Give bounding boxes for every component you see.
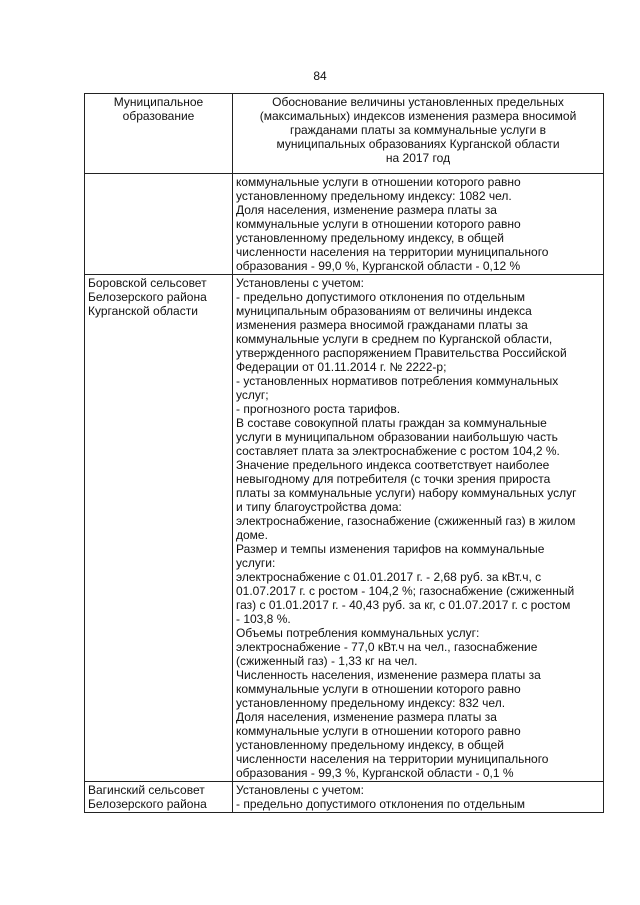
justification-line: установленному предельному индексу: 832 чел. [236, 696, 506, 710]
header-line: гражданами платы за коммунальные услуги в [289, 123, 547, 137]
justification-line: Установлены с учетом: [236, 276, 364, 290]
justification-line: Объемы потребления коммунальных услуг: [236, 626, 480, 640]
justification-line: утвержденного распоряжением Правительства Российской [236, 346, 567, 360]
justification-line: - предельно допустимого отклонения по отдельным [236, 797, 525, 811]
justification-line: Установлены с учетом: [236, 783, 364, 797]
justification-line: - установленных нормативов потребления коммунальных [236, 374, 559, 388]
justification-line: Доля населения, изменение размера платы за [236, 710, 497, 724]
justification-line: коммунальные услуги в отношении которого равно [236, 682, 521, 696]
justification-line: установленному предельному индексу, в общей [236, 231, 504, 245]
justification-line: (сжиженный газ) - 1,33 кг на чел. [236, 654, 418, 668]
justification-line: электроснабжение с 01.01.2017 г. - 2,68 руб. за кВт.ч, с [236, 570, 542, 584]
header-line: Обоснование величины установленных предельных [272, 95, 564, 109]
table-row [85, 275, 604, 782]
justification-line: В составе совокупной платы граждан за коммунальные [236, 416, 547, 430]
justification-line: платы за коммунальные услуги) набору коммунальных услуг [236, 486, 577, 500]
justification-line: численности населения на территории муниципального [236, 245, 549, 259]
header-line: (максимальных) индексов изменения размера вносимой [259, 109, 577, 123]
header-justification [233, 94, 604, 174]
municipality-cell [85, 174, 233, 275]
justification-line: доме. [236, 528, 268, 542]
justification-line: газ) с 01.01.2017 г. - 40,43 руб. за кг, с 01.07.2017 г. с ростом [236, 598, 571, 612]
municipality-cell [85, 782, 233, 813]
justification-line: - прогнозного роста тарифов. [236, 402, 401, 416]
justification-cell [233, 174, 604, 275]
municipality-cell [85, 275, 233, 782]
justification-line: муниципальным образованиям от величины индекса [236, 304, 532, 318]
justification-line: составляет плата за электроснабжение с ростом 104,2 %. [236, 444, 560, 458]
justification-line: коммунальные услуги в отношении которого равно [236, 724, 521, 738]
justification-line: установленному предельному индексу: 1082 чел. [236, 189, 512, 203]
justification-line: Доля населения, изменение размера платы за [236, 203, 497, 217]
justification-line: и типу благоустройства дома: [236, 500, 402, 514]
justification-line: коммунальные услуги в среднем по Курганской области, [236, 332, 553, 346]
justification-line: Численность населения, изменение размера платы за [236, 668, 541, 682]
header-line: Муниципальное [113, 95, 204, 109]
tariff-justification-table [84, 93, 604, 813]
municipality-line: Боровской сельсовет [88, 276, 207, 290]
municipality-line: Белозерского района [88, 290, 207, 304]
justification-line: электроснабжение, газоснабжение (сжиженный газ) в жилом [236, 514, 576, 528]
justification-line: - предельно допустимого отклонения по отдельным [236, 290, 525, 304]
justification-line: образования - 99,0 %, Курганской области - 0,12 % [236, 259, 521, 273]
table-header-row [85, 94, 604, 174]
header-municipality [85, 94, 233, 174]
justification-line: невыгодному для потребителя (с точки зрения прироста [236, 472, 551, 486]
municipality-line: Курганской области [88, 304, 198, 318]
justification-cell [233, 782, 604, 813]
table-row [85, 174, 604, 275]
justification-line: Федерации от 01.11.2014 г. № 2222-р; [236, 360, 447, 374]
justification-line: коммунальные услуги в отношении которого равно [236, 217, 521, 231]
header-line: образование [122, 109, 195, 123]
justification-line: коммунальные услуги в отношении которого равно [236, 175, 521, 189]
justification-cell [233, 275, 604, 782]
justification-line: услуги в муниципальном образовании наибольшую часть [236, 430, 558, 444]
municipality-line: Вагинский сельсовет [88, 783, 205, 797]
justification-line: услуги: [236, 556, 276, 570]
justification-line: электроснабжение - 77,0 кВт.ч на чел., газоснабжение [236, 640, 538, 654]
justification-line: установленному предельному индексу, в общей [236, 738, 504, 752]
justification-line: численности населения на территории муниципального [236, 752, 549, 766]
justification-line: изменения размера вносимой гражданами платы за [236, 318, 528, 332]
justification-line: - 103,8 %. [236, 612, 291, 626]
page-number: 84 [313, 69, 327, 83]
municipality-line: Белозерского района [88, 797, 207, 811]
justification-line: услуг; [236, 388, 269, 402]
justification-line: Значение предельного индекса соответствует наиболее [236, 458, 550, 472]
justification-line: 01.07.2017 г. с ростом - 104,2 %; газоснабжение (сжиженный [236, 584, 575, 598]
justification-line: Размер и темпы изменения тарифов на коммунальные [236, 542, 545, 556]
header-line: муниципальных образованиях Курганской области [276, 137, 560, 151]
justification-line: образования - 99,3 %, Курганской области - 0,1 % [236, 766, 514, 780]
header-line: на 2017 год [385, 151, 451, 165]
table-row [85, 782, 604, 813]
